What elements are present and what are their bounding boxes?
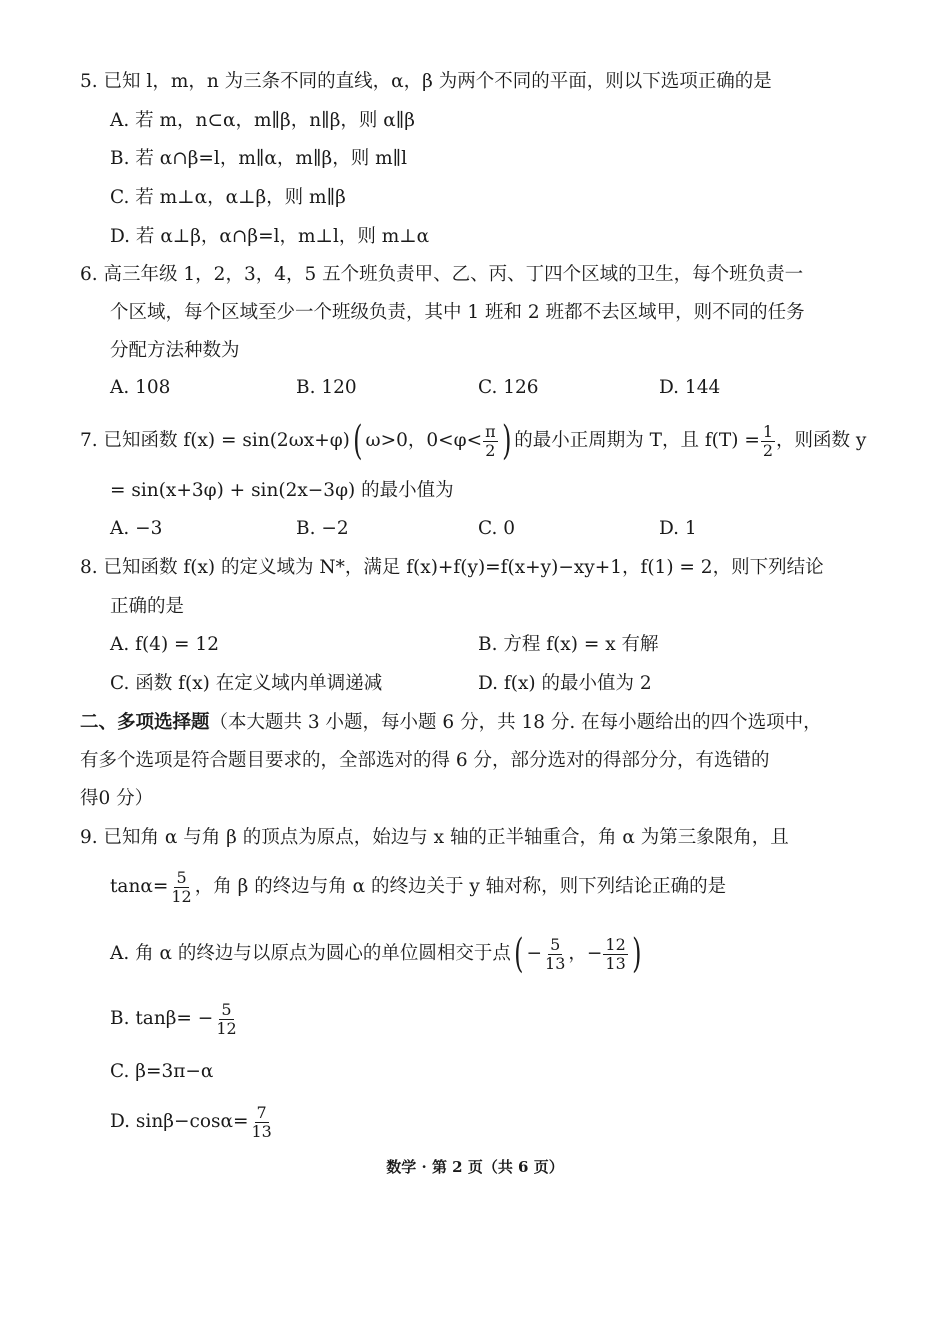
section2-line2: 有多个选项是符合题目要求的，全部选对的得 6 分，部分选对的得部分分，有选错的 — [80, 750, 770, 771]
q8-option-b: B. 方程 f(x) = x 有解 — [478, 634, 659, 655]
section2-line1 — [80, 711, 822, 735]
q9-a-n2: 12 — [605, 934, 626, 954]
q9-a-frac2 — [603, 936, 627, 973]
q7-option-b: B. −2 — [296, 518, 349, 539]
q7-option-c: C. 0 — [478, 518, 516, 539]
q7-line1 — [80, 420, 866, 462]
q7-two: 2 — [485, 440, 496, 460]
q8-line1: 8. 已知函数 f(x) 的定义域为 N*，满足 f(x)+f(y)=f(x+y)−xy+1，f(1) = 2，则下列结论 — [80, 557, 824, 578]
q9-a-d1: 13 — [545, 953, 566, 973]
q7-two-b: 2 — [762, 440, 774, 460]
q9-tan-num: 5 — [176, 867, 187, 887]
q9-tan-den: 12 — [171, 886, 192, 906]
q6-line2: 个区域，每个区域至少一个班级负责，其中 1 班和 2 班都不去区域甲，则不同的任务 — [110, 302, 805, 323]
q9-d-num: 7 — [256, 1102, 267, 1122]
page-footer: 数学 · 第 2 页（共 6 页） — [386, 1158, 564, 1176]
q9-b-den: 12 — [216, 1018, 237, 1038]
section2-line3: 得0 分） — [80, 788, 154, 809]
q7-open-paren: ( — [353, 418, 363, 464]
q9-a-text: A. 角 α 的终边与以原点为圆心的单位圆相交于点 — [110, 943, 511, 964]
q9-line2-rest: ，角 β 的终边与角 α 的终边关于 y 轴对称，则下列结论正确的是 — [194, 876, 727, 897]
section2-title: 二、多项选择题 — [80, 712, 210, 733]
q5-stem: 5. 已知 l，m，n 为三条不同的直线，α，β 为两个不同的平面，则以下选项正确的是 — [80, 71, 772, 92]
q6-option-b: B. 120 — [296, 377, 357, 398]
q7-option-a: A. −3 — [110, 518, 163, 539]
q7-line2: = sin(x+3φ) + sin(2x−3φ) 的最小值为 — [110, 480, 454, 501]
section2-line1-rest: （本大题共 3 小题，每小题 6 分，共 18 分. 在每小题给出的四个选项中， — [209, 712, 822, 733]
q7-one-half — [761, 423, 775, 460]
q9-tan-label: tanα= — [110, 876, 169, 897]
q7-close-paren: ) — [501, 418, 512, 464]
q7-part3: ，则函数 y — [776, 430, 867, 451]
q5-option-a: A. 若 m，n⊂α，m∥β，n∥β，则 α∥β — [110, 110, 416, 131]
q5-option-d: D. 若 α⊥β，α∩β=l，m⊥l，则 m⊥α — [110, 226, 430, 247]
q6-option-a: A. 108 — [110, 377, 171, 398]
q9-b-fraction — [214, 1001, 238, 1038]
q9-a-n1: 5 — [550, 934, 561, 954]
q7-option-d: D. 1 — [659, 518, 697, 539]
q7-pi: π — [485, 421, 496, 441]
q9-d-fraction — [249, 1104, 273, 1141]
q9-option-d — [110, 1101, 275, 1143]
q9-a-frac1 — [543, 936, 567, 973]
q9-b-text: B. tanβ= − — [110, 1008, 214, 1029]
q9-line1: 9. 已知角 α 与角 β 的顶点为原点，始边与 x 轴的正半轴重合，角 α 为第三象限角，且 — [80, 827, 789, 848]
q9-a-close-paren: ) — [631, 931, 642, 977]
q5-option-c: C. 若 m⊥α，α⊥β，则 m∥β — [110, 187, 346, 208]
q7-pi-over-2 — [483, 423, 498, 460]
q9-a-minus1: − — [526, 943, 543, 964]
q7-condition: ω>0，0<φ< — [365, 430, 483, 451]
q9-a-d2: 13 — [605, 953, 626, 973]
q9-a-comma: ，− — [568, 943, 603, 964]
q7-part1: 7. 已知函数 f(x) = sin(2ωx+φ) — [80, 430, 350, 451]
q9-tan-fraction — [169, 869, 193, 906]
q9-option-a — [110, 933, 644, 975]
q8-option-d: D. f(x) 的最小值为 2 — [478, 673, 652, 694]
q9-option-b — [110, 998, 240, 1040]
q6-option-d: D. 144 — [659, 377, 721, 398]
q7-one: 1 — [762, 421, 774, 441]
q7-part2: 的最小正周期为 T，且 f(T) = — [514, 430, 760, 451]
q6-option-c: C. 126 — [478, 377, 539, 398]
q9-a-open-paren: ( — [514, 931, 524, 977]
q8-line2: 正确的是 — [110, 596, 185, 617]
q8-option-c: C. 函数 f(x) 在定义域内单调递减 — [110, 673, 383, 694]
q6-line1: 6. 高三年级 1，2，3，4，5 五个班负责甲、乙、丙、丁四个区域的卫生，每个班负责一 — [80, 264, 804, 285]
q9-option-c: C. β=3π−α — [110, 1061, 214, 1082]
q9-b-num: 5 — [221, 999, 232, 1019]
q8-option-a: A. f(4) = 12 — [110, 634, 219, 655]
q5-option-b: B. 若 α∩β=l，m∥α，m∥β，则 m∥l — [110, 148, 408, 169]
q9-line2 — [110, 866, 726, 908]
q6-line3: 分配方法种数为 — [110, 340, 240, 361]
q9-d-text: D. sinβ−cosα= — [110, 1111, 249, 1132]
q9-d-den: 13 — [251, 1121, 272, 1141]
